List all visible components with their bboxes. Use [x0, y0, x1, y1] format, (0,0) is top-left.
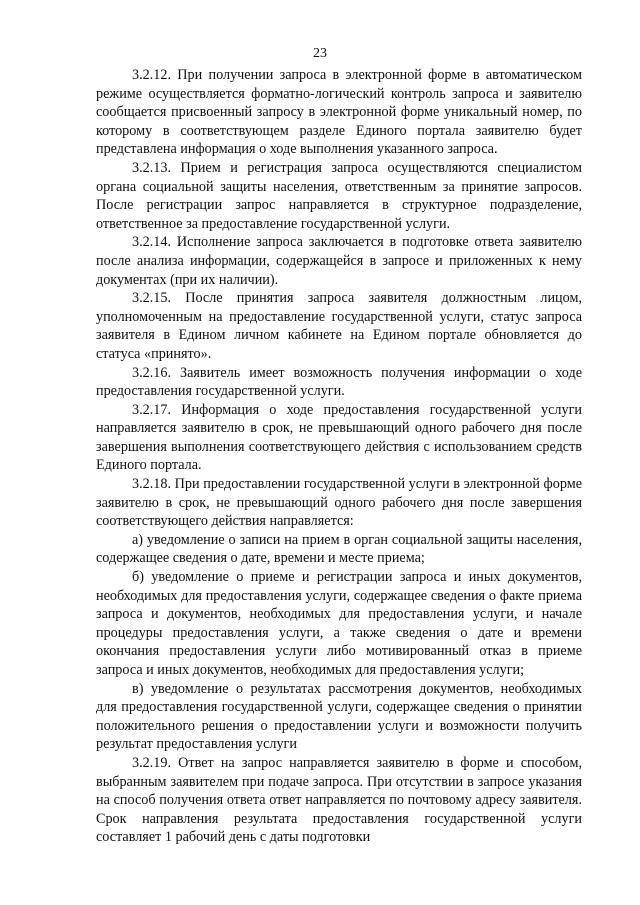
- paragraph-3-2-15: 3.2.15. После принятия запроса заявителя должностным лицом, уполномоченным на предоставление государственной услуги, статус запроса заявителя в Едином личном кабинете на Едином портале обновляется до статуса «принято».: [96, 290, 582, 362]
- paragraph-3-2-13: 3.2.13. Прием и регистрация запроса осуществляются специалистом органа социальной защиты населения, ответственным за принятие запросов. После регистрации запрос направляется в структурное подразделение, ответственное за предоставление государственной услуги.: [96, 159, 582, 232]
- paragraph-3-2-14: 3.2.14. Исполнение запроса заключается в подготовке ответа заявителю после анализа информации, содержащейся в запросе и приложенных к нему документах (при их наличии).: [96, 234, 582, 288]
- list-item-v: в) уведомление о результатах рассмотрения документов, необходимых для предоставления государственной услуги, содержащее сведения о принятии положительного решения о предоставлении услуги и возможности получить результат предоставления услуги: [96, 680, 582, 753]
- paragraph-3-2-18: 3.2.18. При предоставлении государственной услуги в электронной форме заявителю в срок, не превышающий одного рабочего дня после завершения соответствующего действия направляется:: [96, 476, 582, 530]
- list-item-a: а) уведомление о записи на прием в орган социальной защиты населения, содержащее сведения о дате, времени и месте приема;: [96, 531, 582, 567]
- page-number: 23: [313, 46, 327, 61]
- paragraph-3-2-16: 3.2.16. Заявитель имеет возможность получения информации о ходе предоставления государственной услуги.: [96, 364, 582, 400]
- paragraph-3-2-17: 3.2.17. Информация о ходе предоставления государственной услуги направляется заявителю в срок, не превышающий одного рабочего дня после завершения выполнения соответствующего действия с использованием средств Единого портала.: [96, 401, 582, 474]
- paragraph-3-2-12: 3.2.12. При получении запроса в электронной форме в автоматическом режиме осуществляется форматно-логический контроль запроса и заявителю сообщается присвоенный запросу в электронной форме уникальный номер, по которому в соответствующем разделе Единого портала заявителю будет представлена информация о ходе выполнения указанного запроса.: [96, 67, 582, 158]
- paragraph-3-2-19: 3.2.19. Ответ на запрос направляется заявителю в форме и способом, выбранным заявителем при подаче запроса. При отсутствии в запросе указания на способ получения ответа ответ направляется по почтовому адресу заявителя. Срок направления результата предоставления государственной услуги составляет 1 рабочий день с даты подготовки: [96, 754, 582, 846]
- list-item-b: б) уведомление о приеме и регистрации запроса и иных документов, необходимых для предоставления услуги, содержащее сведения о факте приема запроса и документов, необходимых для предоставления услуги, и начале процедуры предоставления услуги, а также сведения о дате и времени окончания предоставления услуги либо мотивированный отказ в приеме запроса и иных документов, необходимых для предоставления услуги;: [96, 569, 582, 678]
- document-body: [96, 66, 582, 847]
